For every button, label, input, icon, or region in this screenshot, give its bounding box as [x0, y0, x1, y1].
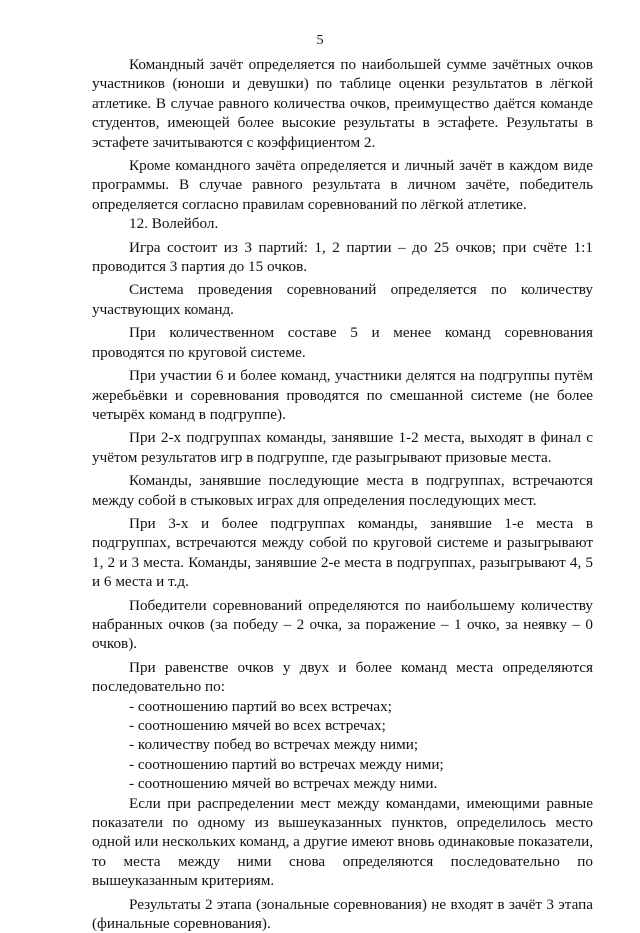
list-item: - соотношению мячей во встречах между ними. — [129, 775, 438, 793]
list-item: - количеству побед во встречах между ними; — [129, 736, 419, 754]
list-item: - соотношению мячей во всех встречах; — [129, 717, 386, 734]
paragraph-placement-games: Команды, занявшие последующие места в подгруппах, встречаются между собой в стыковых играх для определения последующих мест. — [92, 472, 593, 509]
section-heading-volleyball: 12. Волейбол. — [129, 215, 219, 233]
paragraph-two-subgroups: При 2-х подгруппах команды, занявшие 1-2 места, выходят в финал с учётом результатов игр в подгруппе, где разыгрывают призовые места. — [92, 429, 593, 466]
list-item: - соотношению партий во встречах между ними; — [129, 755, 444, 773]
paragraph-tie-rules: При равенстве очков у двух и более команд места определяются последовательно по: — [92, 658, 593, 696]
paragraph-repeat-criteria: Если при распределении мест между командами, имеющими равные показатели по одному из вышеуказанных пунктов, определилось место одной или нескольких команд, а другие имеют вновь одинаковые показатели, то места между ними снова определяются последовательно по вышеуказанным критериям. — [92, 794, 593, 890]
paragraph-three-subgroups: При 3-х и более подгруппах команды, занявшие 1-е места в подгруппах, встречаются между собой по круговой системе и разыгрывают 1, 2 и 3 места. Команды, занявшие 2-е места в подгруппах, разыгрывают 4, 5 и 6 места и т.д. — [92, 514, 593, 591]
paragraph-team-scoring: Командный зачёт определяется по наибольшей сумме зачётных очков участников (юноши и девушки) по таблице оценки результатов в лёгкой атлетике. В случае равного количества очков, преимущество даётся команде студентов, имеющей более высокие результаты в эстафете. Результаты в эстафете зачитываются с коэффициентом 2. — [92, 56, 593, 151]
paragraph-subgroups: При участии 6 и более команд, участники делятся на подгруппы путём жеребьёвки и соревнования проводятся по смешанной системе (не более четырёх команд в подгруппе). — [92, 367, 593, 423]
paragraph-game-format: Игра состоит из 3 партий: 1, 2 партии – до 25 очков; при счёте 1:1 проводится 3 партия до 15 очков. — [92, 238, 593, 276]
page-number: 5 — [316, 33, 324, 48]
paragraph-round-robin: При количественном составе 5 и менее команд соревнования проводятся по круговой системе. — [92, 324, 593, 361]
paragraph-stage-results: Результаты 2 этапа (зональные соревнования) не входят в зачёт 3 этапа (финальные соревнования). — [92, 895, 593, 933]
paragraph-winners: Победители соревнований определяются по наибольшему количеству набранных очков (за победу – 2 очка, за поражение – 1 очко, за неявку – 0 очков). — [92, 596, 593, 653]
list-item: - соотношению партий во всех встречах; — [129, 697, 392, 715]
document-body — [92, 55, 593, 933]
paragraph-personal-scoring: Кроме командного зачёта определяется и личный зачёт в каждом виде программы. В случае равного результата в личном зачёте, победитель определяется согласно правилам соревнований по лёгкой атлетике. — [92, 157, 593, 213]
paragraph-system: Система проведения соревнований определяется по количеству участвующих команд. — [92, 281, 593, 318]
